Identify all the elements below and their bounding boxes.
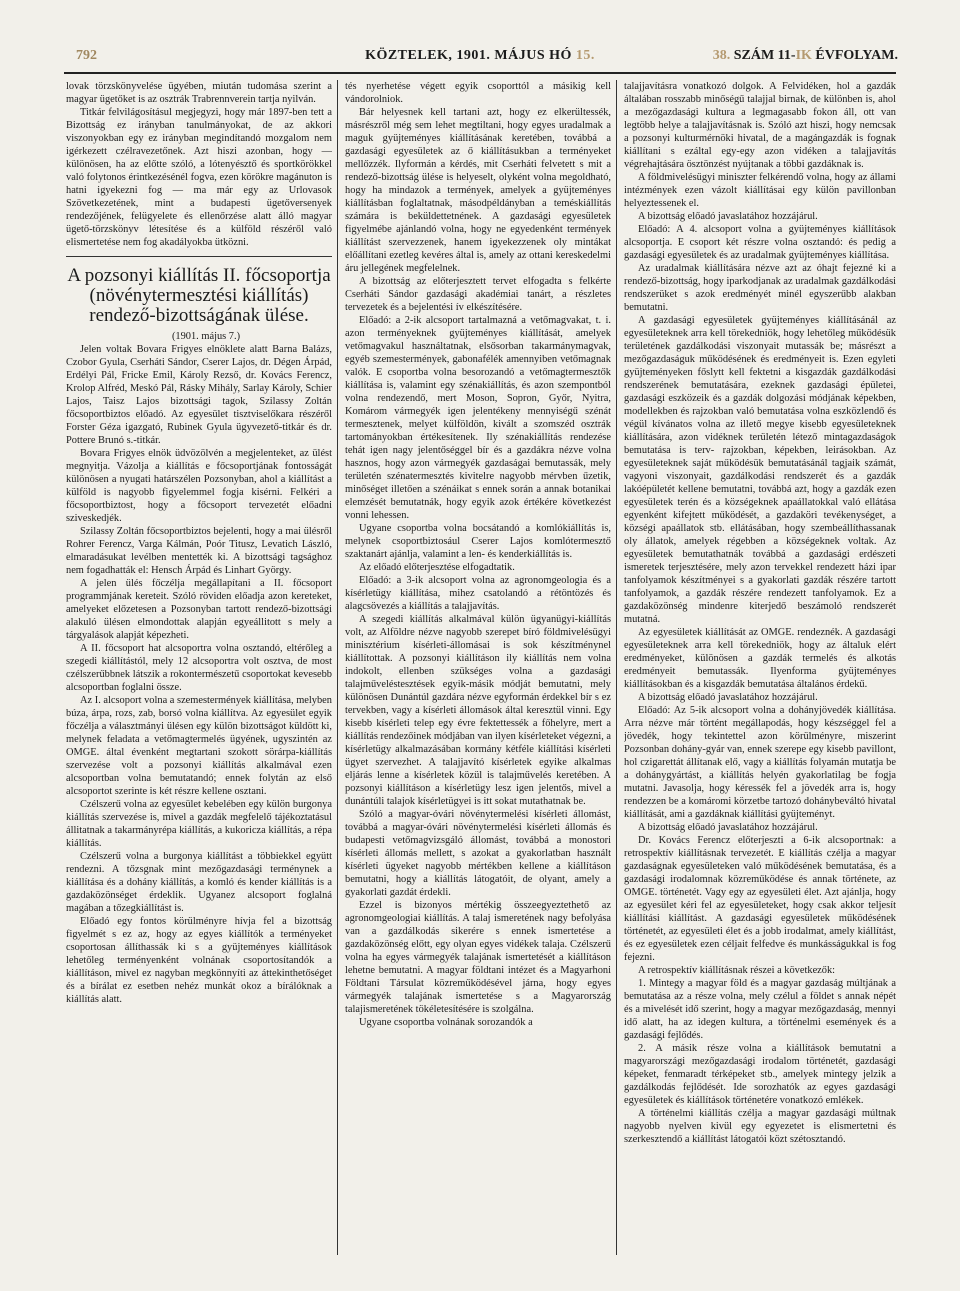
paragraph: Az I. alcsoport volna a szemestermények kiállítása, melyben búza, árpa, rozs, zab, borsó volna kiállítva. Az egyesület egyik főczélja a választmányi ülésen egy külön bizottságot küldött ki, melynek feladata a vetőmagtermelés ügyének, ugyszintén az OMGE. által évenként megtartani szokott sörárpa-kiállítás szervezése volt a pozsonyi kiállítás alkalmával ezen alcsoportban volna bemutatandó; ennek folytán az első alcsoportot szerinte is két részre kellene osztani. — [66, 695, 332, 797]
paragraph: Jelen voltak Bovara Frigyes elnöklete alatt Barna Balázs, Czobor Gyula, Cserháti Sándor, Cserer Lajos, dr. Dégen Árpád, Erdélyi Pál, Fricke Emil, Károly Rezső, dr. Kovács Ferencz, Krolop Alfréd, Meskó Pál, Rásky Mihály, Sarlay Károly, Schier Lajos, Taisz Lajos bizottsági tagok, Szilassy Zoltán főcsoportbiztos előadó. Az egyesület tisztviselőkara részéről Forster Géza igazgató, Rubinek Gyula ügyvezető-titkár és dr. Pottere Brunó s.-titkár. — [66, 344, 332, 446]
paragraph: A jelen ülés főczélja megállapítani a II. főcsoport programmjának kereteit. Szóló röviden előadja azon kereteket, amelyeket előzetesen a Pozsonyban tartott rendező-bizottsági alakuló ülésen elmondottak alapján egyeállitott s mely a tárgyalások alapját képezheti. — [66, 578, 332, 641]
paragraph: Titkár felvilágosításul megjegyzi, hogy már 1897-ben tett a Bizottság ez irányban tanulmányokat, de az akkori viszonyokban egy ez irányban megindítandó mozgalom nem igérkezett czélravezetőnek. Azt hiszi azonban, hogy — különösen, ha az előtte szóló, a lótenyésztő és sportkörökkel való folytonos érintkezésénél fogva, ezen körökre magánuton is hatni igyekezni fog — ma már egy az Urlovasok Szövetkezetének, mint a budapesti ügetőversenyek rendezőjének, felügyelete és ellenőrzése alatt álló magyar ügető-törzskönyv létesítése és a külföld részéről való elismertetése nem fog akadályokba ütközni. — [66, 107, 332, 248]
paragraph: Előadó: a 3-ik alcsoport volna az agronomgeologia és a kísérletügy kiállítása, mihez csatolandó a rétöntözés és alagcsövezés a kiállítás a talajjavítás. — [345, 575, 611, 612]
issue-ik: IK — [795, 48, 812, 63]
page-number: 792 — [76, 48, 97, 63]
paragraph: Előadó: a 2-ik alcsoport tartalmazná a vetőmagvakat, t. i. azon terményeknek gyüjteményes kiállítását, amelyek vetőmagvakul használtatnak, elsősorban takarmánymagvak, egyéb szemestermények, gabonafélék amennyiben vetőmagnak valók. E csoportba volna besorozandó a vetőmagtermesztők kiállítása is, valamint egy szénakiállítás, és azon szempontból volna rendezendő, mert Moson, Sopron, Győr, Nyitra, Komárom vármegyék igen jelentékeny mennyiségű szénát termesztenek, melyet külföldön, kivált a szomszéd osztrák tartományokban értékesítenek. Ily szénakiállítás rendezése tehát igen nagy jelentőséggel bír és a gazdákra nézve volna hasznos, hogy azon vármegyék gazdaságai bemutassák, mely területén szénatermesztés kivitelre nagyobb mérvben űzetik, minőséget illetően a szénáikat s ennek során a annak botanikai elemzését bemutatnák, hogy egyik azok értékére következést vonni lehessen. — [345, 315, 611, 521]
paragraph: Szilassy Zoltán főcsoportbiztos bejelenti, hogy a mai ülésről Rohrer Ferencz, Varga Kálmán, Poór Titusz, Levatich László, elmaradásukat levélben mentették ki. A bizottsági tagsághoz nem fogadhatták el: Hensch Árpád és Linhart György. — [66, 526, 332, 576]
header-rule — [64, 72, 896, 74]
column-3 — [624, 80, 896, 1255]
paragraph: Előadó: Az 5-ik alcsoport volna a dohányjövedék kiállítása. Arra nézve már történt megállapodás, hogy készséggel fel a jövedék, hogy tekintettel azon körülményre, miszerint Pozsonban dohány-gyár van, ennek szerepe egy kisebb pavillont, hol czigarettát állítanak elő, vagy a kiállítás folyamán mutatja be a dohánygyártást, a kiállítás helyén gyakorlatilag be fogja mutatni. Javasolja, hogy kéressék fel a jövedék arra is, hogy rendezzen be a komáromi körzetbe tartozó dohánybeváltó hivatal kiállítását, ami a gazdáknak kiállítási gyüjteményt. — [624, 705, 896, 820]
paragraph: Az előadó előterjesztése elfogadtatik. — [359, 562, 515, 573]
header-title-day: 15. — [575, 48, 595, 63]
paragraph: Szóló a magyar-óvári növénytermelési kísérleti állomást, továbbá a magyar-óvári növénytermelési kísérleti állomás és budapesti vetőmagvizsgáló állomást, továbbá a monostori kísérleti állomás mellett, s azokat a gyakorlatban használt kísérleti ügyeket nagyobb mértékben kellene a kiállításon bemutatni, hogy a kiállítás látogatóit, de olyant, amely a gyakorlati gazdát érdekli. — [345, 809, 611, 898]
paragraph: Bár helyesnek kell tartani azt, hogy ez elkerültessék, másrészről még sem lehet megtiltani, hogy egyes uradalmak a maguk gyüjteményes kiállításának keretében, továbbá a gazdasági egyesületek az ő kiállításukban a terményeket mellőzzék. Ilyformán a kérdés, mit Cserháti felvetett s mit a rendező-bizottság ülése is helyeselt, olyként volna megoldható, hogy ha mindazok a termények, amelyek a gyüjteményes kiállításban foglaltatnak, másodpéldányban a teméskiállítás számára is beküldettetnének. A gazdasági egyesületek figyelmébe ajánlandó volna, hogy ne egyedenként termények kiállítást szervezzenek, hanem igyekezzenek oly mintákat előállítani ezetleg kevéres által is, amely az ottani kereskedelmi áru jellegének megfelelnek. — [345, 107, 611, 274]
paragraph: A történelmi kiállítás czélja a magyar gazdasági múltnak nagyobb nyelven kivül egy egyezetet is elismertetni és szerkesztendő a kiállítást látogatói közt szétosztandó. — [624, 1108, 896, 1145]
issue-label: SZÁM 11- — [730, 48, 796, 63]
paragraph: A bizottság az előterjesztett tervet elfogadta s felkérte Cserháti Sándor gazdasági akadémiai tanárt, a részletes tervezetek és a bejelentési ív elkészítésére. — [345, 276, 611, 313]
paragraph: 1. Mintegy a magyar föld és a magyar gazdaság múltjának a bemutatása az a része volna, mely czélul a földet s annak népét és a mivelését idő szerint, hogy a magyar mezőgazdaság, mennyi idő alatt, ha az idegen kultura, a történelmi események és a gazdasági fejlődés. — [624, 978, 896, 1041]
paragraph: A bizottság előadó javaslatához hozzájárul. — [638, 211, 818, 222]
section-divider — [66, 256, 332, 257]
paragraph: A bizottság előadó javaslatához hozzájárul. — [638, 822, 818, 833]
paragraph: Ezzel is bizonyos mértékig összeegyeztethető az agronomgeologiai kiállítás. A talaj ismeretének nagy befolyása van a gazdálkodás sikerére s ennek ismertetése a gazdaközönség előtt, egy olyan egyes vidékek talaja. Czélszerű volna ha egyes vármegyék talajának ismertetését a kiállításon lehetne bemutatni. A magyar földtani intézet és a Magyarhoni Földtani Társulat közreműködésével járna, hogy egyes vármegyék talajának ismertetése s a Magyarország talajismeretének tökéletesítésére is szolgálna. — [345, 900, 611, 1015]
meeting-date: (1901. május 7.) — [171, 331, 241, 342]
paragraph: Ugyane csoportba volna bocsátandó a komlókiállítás is, melynek csoportbiztosául Cserer Lajos komlótermesztő szaktanárt ajánlja, valamint a len- és kenderkiállítás is. — [345, 523, 611, 560]
issue-number: 38. — [712, 48, 731, 63]
paragraph: lovak törzskönyvelése ügyében, miután tudomása szerint a magyar ügetőket is az osztrák Trabrennverein tartja nyilván. — [66, 81, 332, 105]
paragraph: Dr. Kovács Ferencz előterjeszti a 6-ik alcsoportnak: a retrospektív kiállításnak tervezetét. E kiállítás czélja a magyar gazdaságnak egyesületeken való működésének bemutatása, és a gazdasági irodalomnak közreműködése és annak története, az OMGE. történetét. Vagy egy az egyesületi élet. Azt ajánlja, hogy az egyesület kéri fel az egyesületeket, hogy csak akkor teljesít kiállítási kiállítást. A gazdasági egyesületek működésének történetét, az egyesületi élet és a jobb irodalmat, amely kiállítást, és ez egyesületek ezen céljait felfedve és munkásságukkal is fog fejezni. — [624, 835, 896, 963]
paragraph: A II. főcsoport hat alcsoportra volna osztandó, eltérőleg a szegedi kiállítástól, mely 12 alcsoportra volt osztva, de most czélszerűbbnek látszik a rokontermészetű csoportokat kevesebb alcsoportban foglalni össze. — [66, 643, 332, 693]
issue-volume: ÉVFOLYAM. — [811, 48, 898, 63]
paragraph: tés nyerhetése végett egyik csoporttól a másikig kell vándorolniok. — [345, 81, 611, 105]
paragraph: A bizottság előadó javaslatához hozzájárul. — [638, 692, 818, 703]
paragraph: Czélszerű volna a burgonya kiállítást a többiekkel együtt rendezni. A tőzsgnak mint mezőgazdasági terménynek a kiállítása és a dohány kiállítás, a komló és kender kiállítás is a gazdaközönséget érdeklik. Ugyanez alcsoport foglalná magában a tőzegkiállítást is. — [66, 851, 332, 914]
paragraph: Bovara Frigyes elnök üdvözölvén a megjelenteket, az ülést megnyitja. Vázolja a kiállítás e főcsoportjának fontosságát különösen a nyugati határszélen Pozsonyban, ahol a kiállítást a külföld is nagyobb figyelemmel fogja kisérni. Felkéri a főcsoportbiztost, hogy a főcsoport tervezetét előadni sziveskedjék. — [66, 448, 332, 524]
paragraph: A szegedi kiállítás alkalmával külön ügyanügyi-kiállítás volt, az Alföldre nézve nagyobb szerepet bíró földmivelésügyi minisztérium kísérleti-állomásai is sok készítménynel kiállítottak. A pozsonyi kiállításon ily kiállítás nem volna indokolt, ellenben szükséges volna a gazdasági talajműveléstesztések egyik-másik módját bemutatni, mely különösen Dunántúl gazdára nézve egyformán érdekkel bír s ez tervekben, vagy a kísérleti állomások által keresztül vinni. Egy kisebb kísérleti telep egy évre fektettessék a főhelyre, mert a kiállítás rendezőinek módjában van ilyen kísérleteket végezni, a kísérletügy alkalmazásában kormány kétféle kiállítási kísérleti ügyet szervezhet. A talajjavító kísérletek egyike alkalmas eljárás lenne a kísérletek közül is talajművelés keretében. A pozsonyi kiállításon a kísérletügy lesz igen jelentős, mivel a dunántúli talajok kísérletügyei is itt sokat mutathatnak be. — [345, 614, 611, 807]
header-title-main: KÖZTELEK, 1901. MÁJUS HÓ — [365, 48, 576, 63]
paragraph: A gazdasági egyesületek gyüjteményes kiállításánál az egyesületeknek arra kell törekedniök, hogy lehetőleg működésük területének gazdálkodási viszonyait mutassák be; másrészt a mezőgazdaságuk működésének és eredményeit is. Ezen egyleti gyüjteményeken főslytt kell fektetni a kisgazdák gazdálkodási rendszerének bemutatására, ezeknek gazdasági épületei, gazdasági eszközeik és a gazdák dolgozási módjának képekben, modellekben és rajzokban való bemutatása volna eszközlendő és végül kívánatos volna az illető megye kisebb egyesületeknek kiállítására, azon vidéknek területén létező mintagazdaságok bemutatása is terv- rajzokban, képekben, leirásokban. Az egyesületeknek saját működésük bemutatásánál tagjaik számát, vagyoni viszonyait, gazdálkodási rendszerét és a gazdák lakóépületét kellene bemutatni, továbbá azt, hogy a gazdák ezen egyesületek terén és a községeknek apaállatokkal való ellátása egyenként kifejtett működését, a gazdaköri tevékenységet, a községi apaállatok stb. ellátásában, hogy szembeállíthassanak oly állatok, amelyek régebben a községeknek voltak. Az egyesületek bemutathatnák továbbá a gazdasági erdészeti ismeretek terjesztésére, mely azon tervekkel rendezett házi ipar tanfolyamok készítményei s a gyakorlati gazdák részére tartott tanfolyamok, a gazdák részére rendezett tanfolyamok. Ez a gazdaközönség mindenre kiterjedő beszámoló rendszerét mutatná. — [624, 315, 896, 625]
paragraph: Az egyesületek kiállítását az OMGE. rendeznék. A gazdasági egyesületeknek arra kell törekedniök, hogy az általuk elért eredményeket, különösen a gazdák termelés és alkotás eredményeit bemutassák. Ilyenforma gyüjteményes kiállításokban és a kisgazdák bemutatása általános érdekű. — [624, 627, 896, 690]
section-title: A pozsonyi kiállítás II. főcsoportja (növénytermesztési kiállítás) rendező-bizottságának ülése. — [67, 265, 331, 326]
column-2 — [345, 80, 611, 1255]
paragraph: A földmivelésügyi miniszter felkérendő volna, hogy az állami intézmények ezen vázolt kiállításai egy külön pavillonban helyeztessenek el. — [624, 172, 896, 209]
page-header — [60, 42, 900, 68]
paragraph: Ugyane csoportba volnának sorozandók a — [359, 1017, 533, 1028]
column-divider-1 — [337, 80, 338, 1255]
paragraph: Előadó egy fontos körülményre hívja fel a bizottság figyelmét s ez az, hogy az egyes kiállítók a terményeket csoportosan állíthassák ki s a gyüjteményes kiállítások lehetőleg terményenként volnának csoportosítandók a kiállításon, mivel ez nagyban megkönnyíti az áttekinthetőséget és a bírálat ez esetben nehéz munkát okoz a bírálóknak a kiállítás alatt. — [66, 916, 332, 1005]
column-1 — [66, 80, 332, 1255]
paragraph: talajjavításra vonatkozó dolgok. A Felvidéken, hol a gazdák általában rosszabb minőségű talajjal birnak, de különben is, ahol a mezőgazdasági kultura a legmagasabb fokon áll, ott van legtöbb helye a talajjavításnak is. Szóló azt hiszi, hogy nemcsak a pozsonyi kulturmérnöki hivatal, de a magángazdák is fognak kiállítani s ezáltal egy-egy azon vidéken a talajjavítás végrehajtására ösztönzést nyújtanak a többi gazdáknak is. — [624, 81, 896, 170]
paragraph: Az uradalmak kiállítására nézve azt az óhajt fejezné ki a rendező-bizottság, hogy iparkodjanak az uradalmak gazdálkodási rendszerüket s azok eredményét minél egyszerűbb alakban bemutatni. — [624, 263, 896, 313]
paragraph: Czélszerű volna az egyesület kebelében egy külön burgonya kiállítás szervezése is, mivel a gazdák megfelelő tájékoztatásul állitatnak a takarmányrépa kiállítás, a kukoricza kiállítás, a répa kiállítás. — [66, 799, 332, 849]
issue-info — [713, 48, 898, 64]
paragraph: 2. A másik része volna a kiállítások bemutatni a magyarországi mezőgazdasági irodalom történetét, gazdasági képeket, fenmaradt térképeket stb., amelyek mintegy jelzik a gazdálkodás fejlődését. Ide sorozhatók az egyes gazdasági egyesületek és kiállítások történetére vonatkozó emlékek. — [624, 1043, 896, 1106]
column-divider-2 — [616, 80, 617, 1255]
paragraph: A retrospektív kiállításnak részei a következők: — [638, 965, 836, 976]
paragraph: Előadó: A 4. alcsoport volna a gyüjteményes kiállítások alcsoportja. E csoport két részre volna osztandó: és pedig a gazdasági egyesületek és az uradalmak gyüjteményes kiállítása. — [624, 224, 896, 261]
